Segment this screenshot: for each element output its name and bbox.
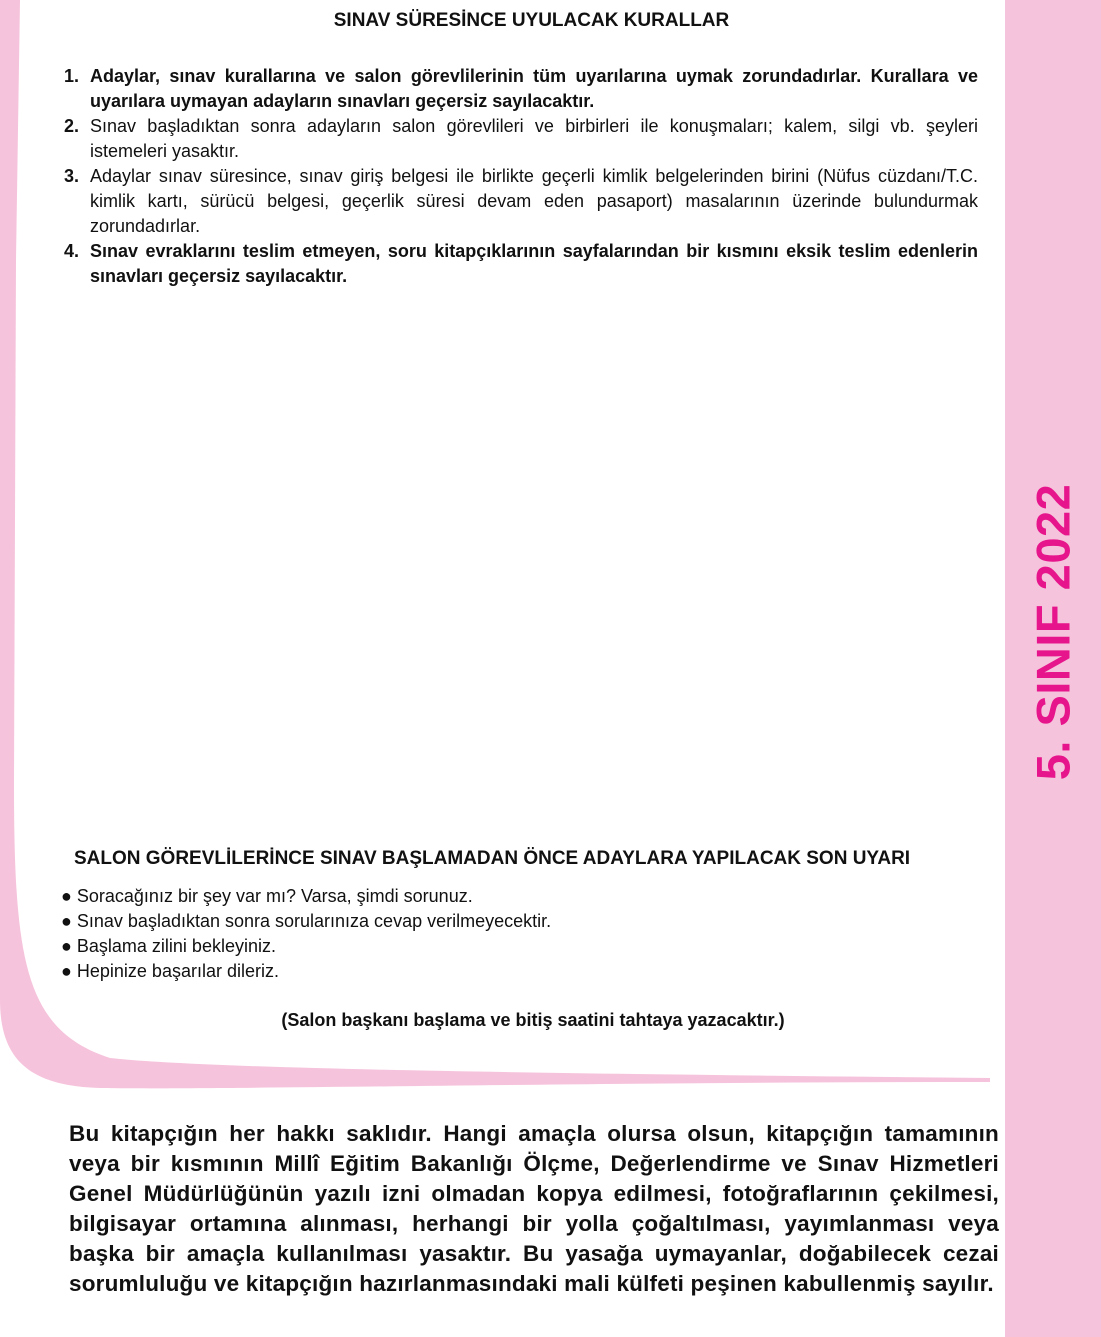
rules-title: SINAV SÜRESİNCE UYULACAK KURALLAR — [333, 10, 730, 31]
rule-item — [64, 64, 978, 114]
rule-item — [64, 239, 978, 289]
rule-item — [64, 164, 978, 239]
warning-item — [61, 909, 551, 934]
rule-text: Adaylar, sınav kurallarına ve salon görevlilerinin tüm uyarılarına uymak zorundadırlar. Kurallara ve uyarılara uymayan adayların sınavları geçersiz sayılacaktır. — [90, 66, 978, 111]
bullet-icon: ● — [61, 911, 72, 931]
final-warning-list — [61, 884, 551, 984]
rule-text: Adaylar sınav süresince, sınav giriş belgesi ile birlikte geçerli kimlik belgelerinden birini (Nüfus cüzdanı/T.C. kimlik kartı, sürücü belgesi, geçerlik süresi devam eden pasaport) masalarının üzerinde bulundurmak zorundadırlar. — [90, 166, 978, 236]
rule-number: 2. — [64, 116, 80, 136]
rules-list — [64, 64, 978, 289]
warning-item — [61, 884, 551, 909]
grade-year-label: 5. SINIF 2022 — [1026, 483, 1080, 781]
rule-number: 1. — [64, 66, 80, 86]
bullet-icon: ● — [61, 936, 72, 956]
warning-text: Başlama zilini bekleyiniz. — [76, 936, 276, 956]
rule-item — [64, 114, 978, 164]
warning-item — [61, 959, 551, 984]
salon-note: (Salon başkanı başlama ve bitiş saatini tahtaya yazacaktır.) — [281, 1010, 785, 1030]
rule-text: Sınav evraklarını teslim etmeyen, soru kitapçıklarının sayfalarından bir kısmını eksik teslim edenlerin sınavları geçersiz sayılacaktır. — [90, 241, 978, 286]
final-warning-title: SALON GÖREVLİLERİNCE SINAV BAŞLAMADAN ÖNCE ADAYLARA YAPILACAK SON UYARI — [74, 848, 911, 869]
warning-text: Soracağınız bir şey var mı? Varsa, şimdi sorunuz. — [76, 886, 473, 906]
warning-text: Hepinize başarılar dileriz. — [76, 961, 279, 981]
bullet-icon: ● — [61, 886, 72, 906]
copyright-notice: Bu kitapçığın her hakkı saklıdır. Hangi amaçla olursa olsun, kitapçığın tamamının veya bir kısmının Millî Eğitim Bakanlığı Ölçme, Değerlendirme ve Sınav Hizmetleri Genel Müdürlüğünün yazılı izni olmadan kopya edilmesi, fotoğraflarının çekilmesi, bilgisayar ortamına alınması, herhangi bir yolla çoğaltılması, yayımlanması veya başka bir amaçla kullanılması yasaktır. Bu yasağa uymayanlar, doğabilecek cezai sorumluluğu ve kitapçığın hazırlanmasındaki mali külfeti peşinen kabullenmiş sayılır. — [69, 1121, 999, 1296]
warning-text: Sınav başladıktan sonra sorularınıza cevap verilmeyecektir. — [76, 911, 552, 931]
rule-text: Sınav başladıktan sonra adayların salon görevlileri ve birbirleri ile konuşmaları; kalem, silgi vb. şeyleri istemeleri yasaktır. — [90, 116, 978, 161]
bullet-icon: ● — [61, 961, 72, 981]
rule-number: 4. — [64, 241, 80, 261]
warning-item — [61, 934, 551, 959]
rule-number: 3. — [64, 166, 80, 186]
